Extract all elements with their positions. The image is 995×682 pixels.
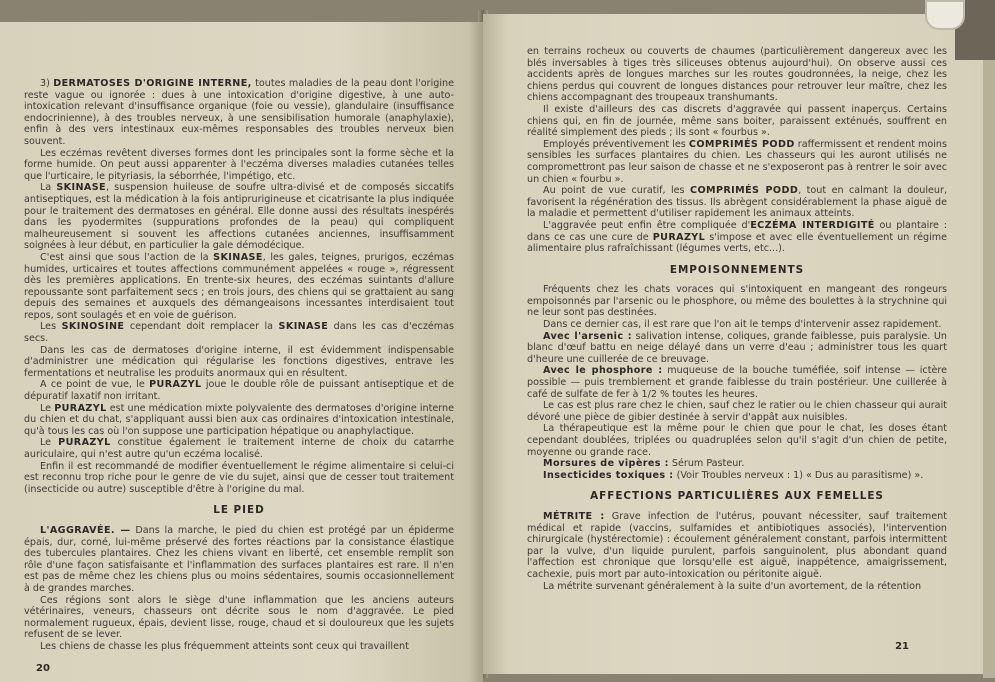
section-heading-empoisonnements: EMPOISONNEMENTS [669,263,805,276]
keyword: L'AGGRAVÉE. — [40,524,131,536]
paragraph: Le PURAZYL est une médication mixte polyvalente des dermatoses d'origine interne du chien et du chat, s'appliquant aussi bien aux cas ordinaires d'intoxication intestinale, qu'à tous les cas où l'on suppose une participation hépatique ou anaphylactique. [24,402,454,437]
paragraph: Avec le phosphore : muqueuse de la bouche tuméfiée, soif intense — ictère possible — puis tremblement et grande faiblesse du train postérieur. Une cuillerée à café de sulfate de fer à 1/2 % toutes les heures. [527,365,947,400]
paragraph: Fréquents chez les chats voraces qui s'intoxiquent en mangeant des rongeurs empoisonnés par l'arsenic ou le phosphore, ou même des boulettes à la strychnine qui ne leur sont pas destinées. [527,284,947,319]
keyword: DERMATOSES D'ORIGINE INTERNE, [53,78,252,89]
paragraph: Enfin il est recommandé de modifier éventuellement le régime alimentaire si celui-ci est reconnu trop riche pour le genre de vie du sujet, ainsi que de cesser tout traitement (insecticide ou autre) susceptible d'être à l'origine du mal. [24,460,454,495]
paragraph: L'AGGRAVÉE. — Dans la marche, le pied du chien est protégé par un épiderme épais, dur, corné, lui-même préservé des fortes réactions par la consistance élastique des tubercules plantaires. Chez les chiens vivant en liberté, cet ensemble remplit son rôle d'une façon satisfaisante et l'inflammation des surfaces plantaires est rare. Il n'en est pas de même chez les chiens plus ou moins sédentaires, soumis occasionnellement à de grandes marches. [24,524,455,594]
paragraph: Morsures de vipères : Sérum Pasteur. [543,458,745,470]
paragraph: Avec l'arsenic : salivation intense, coliques, grande faiblesse, puis paralysie. Un blanc d'œuf battu en neige délayé dans un verre d'eau ; administrer tous les quart d'heure une cuillerée de ce breuvage. [527,330,947,365]
left-text-column [24,78,454,653]
keyword: Morsures de vipères : [543,458,669,470]
background-edge [983,60,995,678]
keyword: COMPRIMÉS PODD [688,138,795,150]
paragraph: Les chiens de chasse les plus fréquemment atteints sont ceux qui travaillent [40,640,409,652]
right-page [483,14,995,674]
paragraph: Ces régions sont alors le siège d'une inflammation que les anciens auteurs vétérinaires, veneurs, chasseurs ont décrite sous le nom d'aggravée. Le pied normalement rugueux, épais, devient lisse, rouge, chaud et si douloureux que les sujets refusent de se lever. [24,594,454,641]
section-heading-affections-femelles: AFFECTIONS PARTICULIÈRES AUX FEMELLES [590,490,884,503]
keyword: COMPRIMÉS PODD [690,185,799,197]
keyword: SKINASE [56,182,106,194]
keyword: MÉTRITE : [543,510,605,522]
paragraph: Au point de vue curatif, les COMPRIMÉS PODD, tout en calmant la douleur, favorisent la régénération des tissus. Ils abrègent considérablement la phase aiguë de la maladie et permettent d'utiliser rapidement les animaux atteints. [527,185,947,220]
binder-ring [925,0,965,30]
paragraph: 3) DERMATOSES D'ORIGINE INTERNE, toutes maladies de la peau dont l'origine reste vague ou ignorée : dues à une intoxication d'origine digestive, à une auto-intoxication relevant d'insuffisance organique (foie ou vessie), glandulaire (insuffisance endocrinienne), à des troubles nerveux, à une sensibilisation humorale (anaphylaxie), enfin à des vers intestinaux eux-mêmes responsables des troubles nerveux bien souvent. [24,78,454,147]
paragraph: Insecticides toxiques : (Voir Troubles nerveux : 1) « Dus au parasitisme) ». [543,469,924,481]
paragraph: A ce point de vue, le PURAZYL joue le double rôle de puissant antiseptique et de dépuratif laxatif non irritant. [24,379,454,403]
paragraph: Les eczémas revêtent diverses formes dont les principales sont la forme sèche et la forme humide. On peut aussi apparenter à l'eczéma diverses maladies cutanées telles que l'urticaire, le pityriasis, la séborrhée, l'impétigo, etc. [24,147,454,182]
paragraph: Dans les cas de dermatoses d'origine interne, il est évidemment indispensable d'administrer une médication qui régularise les fonctions digestives, entrave les fermentations et neutralise les produits anormaux qui en résultent. [24,344,454,379]
keyword: PURAZYL [149,379,202,391]
paragraph: La SKINASE, suspension huileuse de soufre ultra-divisé et de composés siccatifs antiseptiques, est la médication à la fois antiprurigineuse et cicatrisante la plus indiquée pour le traitement des dermatoses en général. Elle donne aussi des résultats inespérés dans les pyodermites (suppurations profondes de la peau) qui compliquent malheureusement si souvent les affections cutanées anciennes, insuffisamment soignées à leur début, en particulier la gale démodécique. [24,182,454,252]
paragraph: Employés préventivement les COMPRIMÉS PODD raffermissent et rendent moins sensibles les surfaces plantaires du chien. Les chasseurs qui les auront utilisés ne compromettront pas leur saison de chasse et ne s'exposeront pas à rentrer le soir avec un chien « fourbu ». [527,138,948,185]
paragraph: C'est ainsi que sous l'action de la SKINASE, les gales, teignes, prurigos, eczémas humides, urticaires et toutes affections communément appelées « rouge », régressent dès les premières applications. En trente-six heures, des eczémas suintants d'allure repoussante sont parfaitement secs ; en trois jours, des chiens qui se grattaient au sang depuis des semaines et auxquels des démangeaisons incessantes interdisaient tout repos, sont soulagés et en voie de guérison. [24,251,454,321]
paragraph: Il existe d'ailleurs des cas discrets d'aggravée qui passent inaperçus. Certains chiens qui, en fin de journée, même sans boiter, paraissent exténués, souffrent en réalité simplement des pieds ; ils sont « fourbus ». [527,103,947,139]
paragraph: MÉTRITE : Grave infection de l'utérus, pouvant nécessiter, sauf traitement médical et rapide (vaccins, sulfamides et antibiotiques associés), l'intervention chirurgicale (hystérectomie) : écoulement généralement constant, parfois intermittent par la vulve, d'un liquide purulent, parfois sanguinolent, plus abondant quand l'affection est chronique que lorsqu'elle est aiguë, inappétence, amaigrissement, cachexie, puis mort par auto-intoxication ou péritonite aiguë. [527,510,947,580]
keyword: PURAZYL [652,231,706,243]
keyword: PURAZYL [54,402,107,414]
paragraph: La thérapeutique est la même pour le chien que pour le chat, les doses étant cependant doublées, triplées ou quadruplées selon qu'il s'agit d'un chien de petite, moyenne ou grande race. [527,423,947,458]
section-heading-le-pied: LE PIED [213,504,265,517]
keyword: SKINASE [278,321,329,333]
left-page [0,22,483,682]
right-text-column [527,46,947,592]
page-number-left: 20 [36,663,50,674]
keyword: Insecticides toxiques : [543,469,674,481]
paragraph: Les SKINOSINE cependant doit remplacer la SKINASE dans les cas d'eczémas secs. [24,321,454,345]
paragraph: L'aggravée peut enfin être compliquée d'ECZÉMA INTERDIGITÉ ou plantaire : dans ce cas une cure de PURAZYL s'impose et avec elle éventuellement un régime alimentaire plus rafraîchissant (légumes verts, etc...). [527,219,947,255]
paragraph: Le cas est plus rare chez le chien, sauf chez le ratier ou le chien chasseur qui aurait dévoré une pièce de gibier destinée à servir d'appât aux nuisibles. [527,400,947,423]
keyword: Avec le phosphore : [543,365,663,377]
paragraph: Dans ce dernier cas, il est rare que l'on ait le temps d'intervenir assez rapidement. [543,319,942,331]
page-number-right: 21 [895,641,909,652]
keyword: SKINASE [213,251,263,263]
paragraph: en terrains rocheux ou couverts de chaumes (particulièrement dangereux avec les blés inversables à tiges très siliceuses obtenus aujourd'hui). On observe aussi ces accidents après de longues marches sur les routes goudronnées, la neige, chez les chiens perdus qui couvrent de longues distances pour retrouver leur maître, chez les chiens accompagnant des troupeaux transhumants. [527,46,947,104]
keyword: Avec l'arsenic : [543,330,632,342]
paragraph: La métrite survenant généralement à la suite d'un avortement, de la rétention [543,580,922,592]
paragraph: Le PURAZYL constitue également le traitement interne de choix du catarrhe auriculaire, qui n'est autre qu'un eczéma localisé. [24,437,454,460]
keyword: ECZÉMA INTERDIGITÉ [750,219,875,231]
keyword: SKINOSINE [61,321,125,333]
keyword: PURAZYL [58,437,111,449]
